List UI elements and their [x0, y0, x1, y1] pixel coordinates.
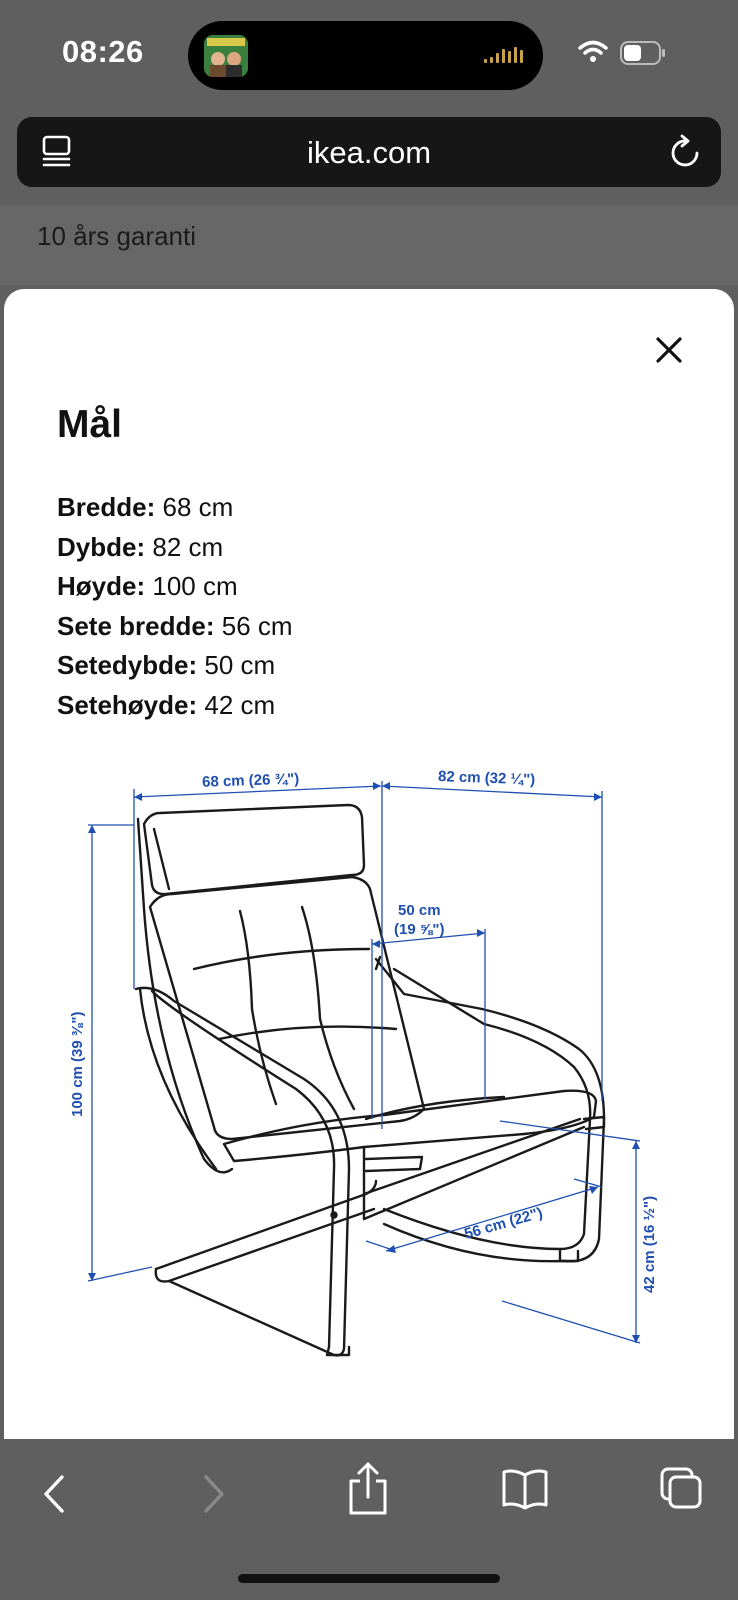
- tabs-icon[interactable]: [658, 1465, 704, 1516]
- chair-dimension-diagram: [4, 289, 734, 1439]
- status-bar: [0, 0, 738, 110]
- seat-depth-label-line1: 50 cm: [398, 902, 441, 919]
- share-icon[interactable]: [346, 1461, 390, 1522]
- reload-icon[interactable]: [669, 133, 703, 174]
- status-time: 08:26: [62, 34, 144, 69]
- dimension-value: 82 cm: [152, 531, 224, 562]
- dimension-value: 42 cm: [204, 689, 276, 720]
- dimension-value: 68 cm: [162, 492, 234, 522]
- height-dimension-label: 100 cm (39 ⅜"): [69, 1011, 86, 1117]
- seat-height-label: 42 cm (16 ½"): [641, 1195, 658, 1293]
- dynamic-island[interactable]: [188, 21, 543, 90]
- audio-waveform-icon: [484, 47, 523, 63]
- back-icon[interactable]: [40, 1469, 70, 1524]
- url-text[interactable]: ikea.com: [306, 135, 432, 170]
- podcast-thumbnail-icon[interactable]: [204, 35, 248, 77]
- dimension-value: 50 cm: [204, 650, 276, 680]
- dimension-label: Dybde:: [57, 531, 146, 562]
- depth-dimension-label: 82 cm (32 ¼"): [437, 768, 536, 789]
- seat-depth-label-line2: (19 ⅝"): [394, 921, 445, 938]
- dimension-label: Høyde:: [57, 571, 146, 601]
- dimension-label: Setedybde:: [57, 650, 198, 680]
- dimension-label: Setehøyde:: [57, 689, 198, 720]
- wifi-icon: [578, 40, 608, 69]
- bookmarks-icon[interactable]: [500, 1467, 550, 1516]
- dimension-value: 56 cm: [221, 610, 293, 641]
- dimension-label: Sete bredde:: [57, 610, 215, 641]
- seat-width-label: 56 cm (22"): [462, 1204, 545, 1243]
- dimension-label: Bredde:: [57, 492, 156, 522]
- battery-icon: [620, 41, 666, 65]
- dimension-value: 100 cm: [152, 571, 238, 601]
- forward-icon[interactable]: [198, 1469, 228, 1524]
- home-indicator: [238, 1574, 500, 1583]
- width-dimension-label: 68 cm (26 ¾"): [201, 770, 300, 791]
- modal-title: Mål: [57, 403, 123, 446]
- address-bar[interactable]: [17, 117, 721, 187]
- warranty-text: 10 års garanti: [37, 221, 196, 251]
- chair-illustration: [136, 805, 604, 1355]
- dimensions-modal: [4, 289, 734, 1439]
